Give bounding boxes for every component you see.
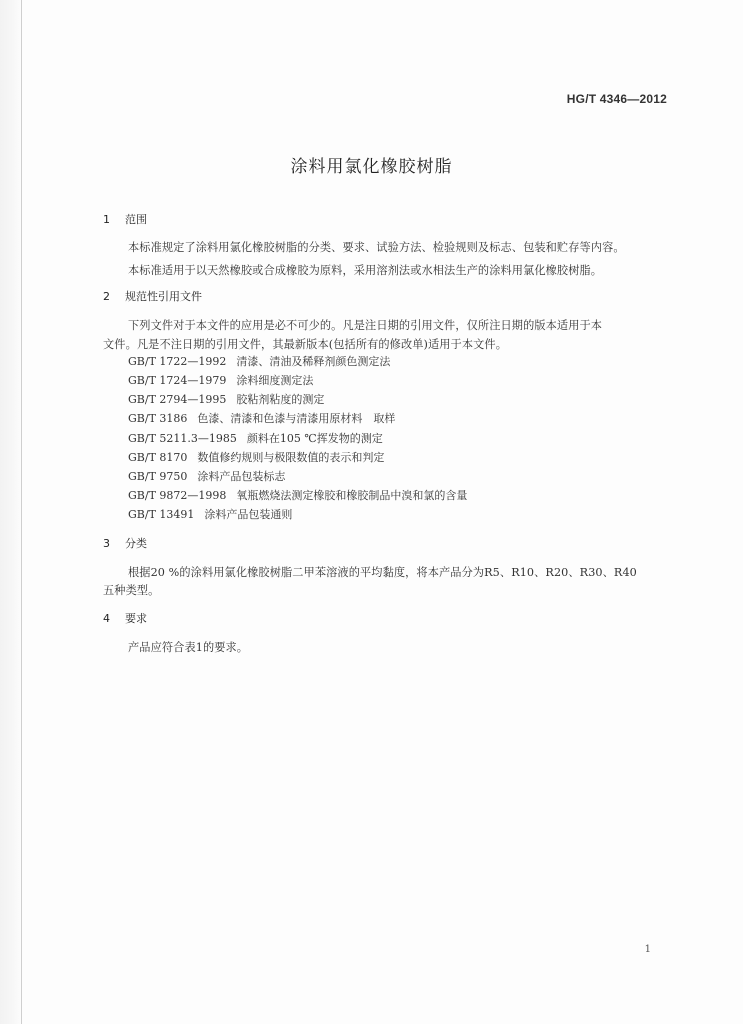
section-1-title: 范围 bbox=[125, 213, 147, 226]
section-3-number: 3 bbox=[103, 537, 110, 550]
reference-row bbox=[128, 468, 285, 484]
section-2-heading bbox=[103, 288, 202, 304]
reference-code: GB/T 1724—1979 bbox=[128, 374, 227, 387]
section-2-number: 2 bbox=[103, 290, 110, 303]
reference-row bbox=[128, 506, 292, 522]
reference-code: GB/T 1722—1992 bbox=[128, 355, 227, 368]
section-2-title: 规范性引用文件 bbox=[125, 290, 202, 303]
document-title: 涂料用氯化橡胶树脂 bbox=[290, 157, 453, 177]
reference-code: GB/T 5211.3—1985 bbox=[128, 432, 237, 445]
reference-title: 涂料产品包装通则 bbox=[204, 508, 293, 521]
reference-code: GB/T 8170 bbox=[128, 451, 188, 464]
reference-code: GB/T 9872—1998 bbox=[128, 489, 227, 502]
reference-title: 数值修约规则与极限数值的表示和判定 bbox=[197, 451, 385, 464]
section-1-paragraph-2: 本标准适用于以天然橡胶或合成橡胶为原料，采用溶剂法或水相法生产的涂料用氯化橡胶树脂。 bbox=[128, 264, 603, 277]
section-1-number: 1 bbox=[103, 213, 110, 226]
reference-code: GB/T 2794—1995 bbox=[128, 393, 227, 406]
page-number: 1 bbox=[644, 944, 651, 955]
reference-row bbox=[128, 372, 313, 388]
reference-row bbox=[128, 353, 390, 369]
section-2-intro-line-2: 文件。凡是不注日期的引用文件，其最新版本(包括所有的修改单)适用于本文件。 bbox=[103, 338, 507, 351]
reference-title: 氧瓶燃烧法测定橡胶和橡胶制品中溴和氯的含量 bbox=[236, 489, 468, 502]
section-2-intro-line-1: 下列文件对于本文件的应用是必不可少的。凡是注日期的引用文件，仅所注日期的版本适用于本 bbox=[128, 319, 603, 332]
reference-title: 颜料在105 ℃挥发物的测定 bbox=[246, 432, 383, 445]
section-3-line-1: 根据20 %的涂料用氯化橡胶树脂二甲苯溶液的平均黏度，将本产品分为R5、R10、R20、R30、R40 bbox=[128, 566, 637, 579]
section-4-line-1: 产品应符合表1的要求。 bbox=[128, 641, 249, 654]
section-3-heading bbox=[103, 535, 147, 551]
reference-row bbox=[128, 449, 384, 465]
reference-title: 胶粘剂粘度的测定 bbox=[236, 393, 325, 406]
reference-title: 清漆、清油及稀释剂颜色测定法 bbox=[236, 355, 391, 368]
section-3-line-2: 五种类型。 bbox=[103, 584, 160, 597]
standard-code: HG/T 4346—2012 bbox=[566, 92, 667, 106]
section-1-paragraph-1: 本标准规定了涂料用氯化橡胶树脂的分类、要求、试验方法、检验规则及标志、包装和贮存等内容。 bbox=[128, 241, 625, 254]
reference-title: 涂料产品包装标志 bbox=[197, 470, 286, 483]
section-4-number: 4 bbox=[103, 612, 110, 625]
section-1-heading bbox=[103, 211, 147, 227]
reference-code: GB/T 3186 bbox=[128, 412, 188, 425]
section-4-title: 要求 bbox=[125, 612, 147, 625]
reference-code: GB/T 9750 bbox=[128, 470, 188, 483]
reference-title: 涂料细度测定法 bbox=[236, 374, 314, 387]
section-3-title: 分类 bbox=[125, 537, 147, 550]
section-4-heading bbox=[103, 610, 147, 626]
reference-row bbox=[128, 430, 383, 446]
reference-code: GB/T 13491 bbox=[128, 508, 195, 521]
reference-row bbox=[128, 410, 395, 426]
reference-title: 色漆、清漆和色漆与清漆用原材料 取样 bbox=[197, 412, 396, 425]
reference-row bbox=[128, 487, 467, 503]
reference-row bbox=[128, 391, 324, 407]
